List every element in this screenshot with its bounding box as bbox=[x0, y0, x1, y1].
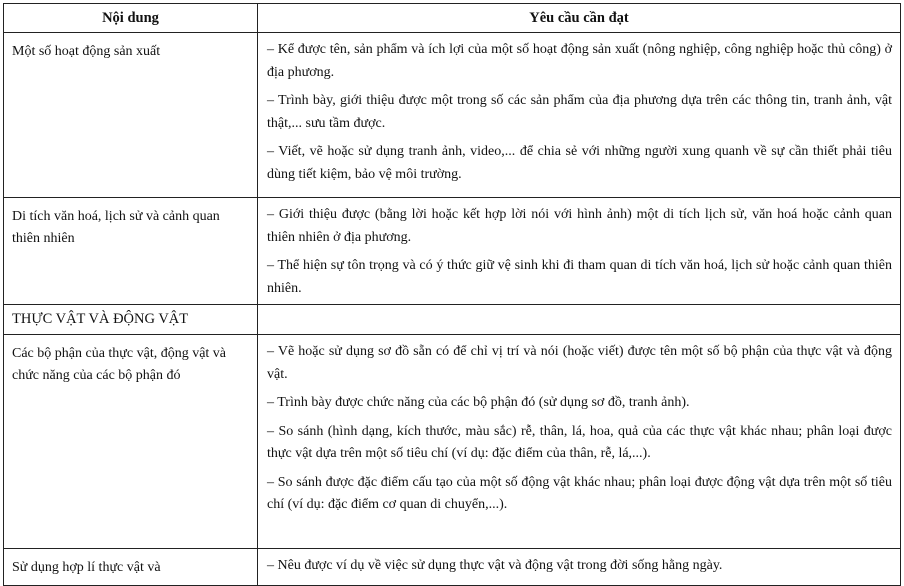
section-heading: THỰC VẬT VÀ ĐỘNG VẬT bbox=[4, 305, 258, 335]
table-header-row bbox=[4, 4, 901, 33]
requirement-item: – Giới thiệu được (bằng lời hoặc kết hợp lời nói với hình ảnh) một di tích lịch sử, văn hoá hoặc cảnh quan thiên nhiên ở địa phương. bbox=[267, 207, 892, 245]
requirement-item: – So sánh được đặc điểm cấu tạo của một số động vật khác nhau; phân loại được động vật dựa trên một số tiêu chí (ví dụ: đặc điểm cơ quan di chuyển,...). bbox=[267, 474, 892, 512]
table-row bbox=[4, 549, 901, 586]
requirements-cell bbox=[258, 33, 901, 198]
requirement-item: – Viết, vẽ hoặc sử dụng tranh ảnh, video,... để chia sẻ với những người xung quanh về sự cần thiết phải tiêu dùng tiết kiệm, bảo vệ môi trường. bbox=[267, 144, 892, 182]
header-content: Nội dung bbox=[4, 4, 258, 33]
table-row bbox=[4, 335, 901, 549]
table-row bbox=[4, 198, 901, 305]
empty-cell bbox=[258, 305, 901, 335]
requirement-item: – Kể được tên, sản phẩm và ích lợi của một số hoạt động sản xuất (nông nghiệp, công nghiệp hoặc thủ công) ở địa phương. bbox=[267, 42, 892, 80]
table-row bbox=[4, 33, 901, 198]
requirement-item: – So sánh (hình dạng, kích thước, màu sắc) rễ, thân, lá, hoa, quả của các thực vật khác nhau; phân loại được thực vật dựa trên một số tiêu chí (ví dụ: đặc điểm của thân, rễ, lá,...). bbox=[267, 423, 892, 461]
requirement-item: – Nêu được ví dụ về việc sử dụng thực vật và động vật trong đời sống hằng ngày. bbox=[267, 558, 723, 573]
requirement-item: – Trình bày, giới thiệu được một trong số các sản phẩm của địa phương dựa trên các thông tin, tranh ảnh, vật thật,... sưu tầm được. bbox=[267, 93, 892, 131]
header-requirements: Yêu cầu cần đạt bbox=[258, 4, 901, 33]
topic-cell: Sử dụng hợp lí thực vật và bbox=[4, 549, 258, 586]
requirements-cell bbox=[258, 335, 901, 549]
curriculum-table bbox=[3, 3, 901, 586]
requirement-item: – Vẽ hoặc sử dụng sơ đồ sẵn có để chỉ vị trí và nói (hoặc viết) được tên một số bộ phận của thực vật và động vật. bbox=[267, 344, 892, 382]
requirements-cell bbox=[258, 198, 901, 305]
requirements-cell bbox=[258, 549, 901, 586]
section-row bbox=[4, 305, 901, 335]
topic-cell: Một số hoạt động sản xuất bbox=[4, 33, 258, 198]
requirement-item: – Trình bày được chức năng của các bộ phận đó (sử dụng sơ đồ, tranh ảnh). bbox=[267, 395, 690, 410]
topic-cell: Di tích văn hoá, lịch sử và cảnh quan thiên nhiên bbox=[4, 198, 258, 305]
topic-cell: Các bộ phận của thực vật, động vật và chức năng của các bộ phận đó bbox=[4, 335, 258, 549]
requirement-item: – Thể hiện sự tôn trọng và có ý thức giữ vệ sinh khi đi tham quan di tích văn hoá, lịch sử hoặc cảnh quan thiên nhiên. bbox=[267, 258, 892, 296]
